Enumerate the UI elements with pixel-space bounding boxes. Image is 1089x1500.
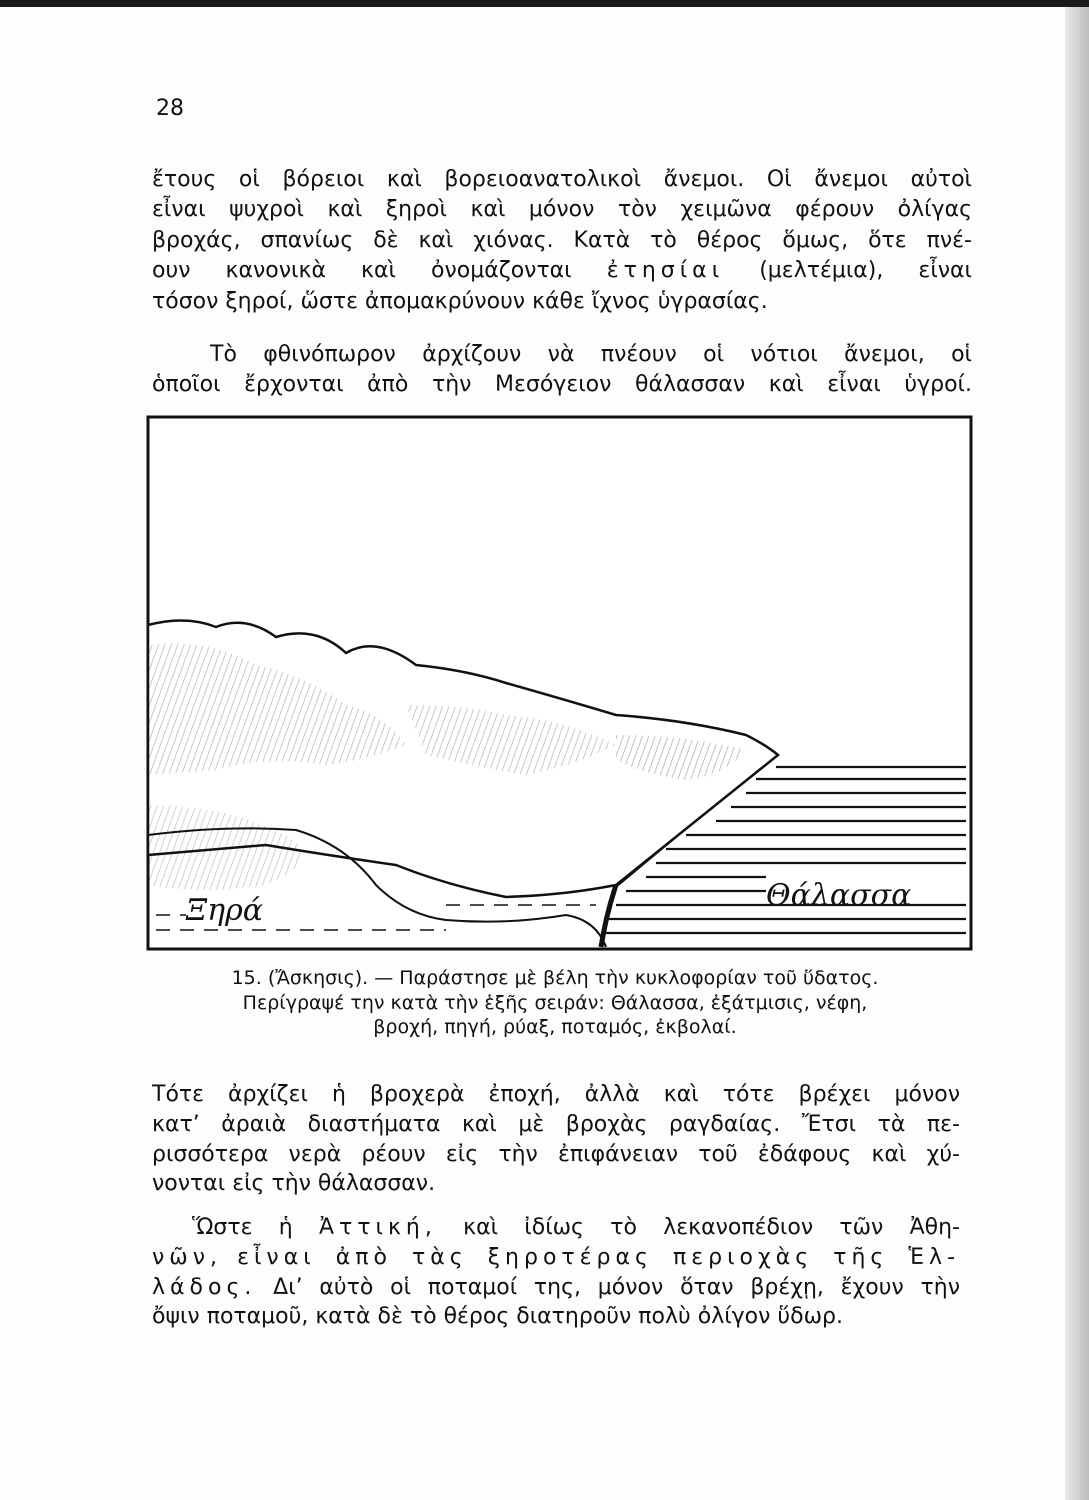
text-line: ρισσότερα νερὰ ρέουν εἰς τὴν ἐπιφάνειαν τοῦ ἐδάφους καὶ χύ- bbox=[152, 1141, 960, 1167]
label-land: Ξηρά bbox=[186, 893, 263, 928]
spaced-term: λάδος. bbox=[152, 1274, 257, 1300]
caption-line: 15. (Ἄσκησις). — Παράστησε μὲ βέλη τὴν κυκλοφορίαν τοῦ ὕδατος. bbox=[231, 967, 879, 989]
text-line: Τὸ φθινόπωρον ἀρχίζουν νὰ πνέουν οἱ νότιοι ἄνεμοι, οἱ bbox=[210, 342, 972, 367]
text-line: Τότε ἀρχίζει ἡ βροχερὰ ἐποχή, ἀλλὰ καὶ τότε βρέχει μόνον bbox=[152, 1082, 960, 1107]
label-sea: Θάλασσα bbox=[766, 878, 912, 913]
paragraph-winds-south bbox=[152, 340, 972, 401]
spaced-term: νῶν, bbox=[152, 1244, 222, 1270]
landscape-drawing bbox=[146, 415, 973, 951]
paragraph-attica bbox=[152, 1213, 960, 1332]
spaced-term-etesians: ἐτησίαι bbox=[606, 258, 725, 284]
paragraph-winds-north bbox=[152, 165, 972, 317]
text-fragment: ουν κανονικὰ καὶ ὀνομάζονται bbox=[152, 258, 572, 284]
text-line bbox=[152, 1213, 960, 1243]
text-fragment: Δι’ αὐτὸ οἱ ποταμοί της, μόνον ὅταν βρέχῃ, ἔχουν τὴν bbox=[273, 1274, 960, 1300]
text-line: εἶναι ψυχροὶ καὶ ξηροὶ καὶ μόνον τὸν χειμῶνα φέρουν ὀλίγας bbox=[152, 197, 972, 223]
scan-top-border bbox=[0, 0, 1089, 7]
text-line bbox=[152, 1273, 960, 1303]
text-fragment: Ὥστε ἡ bbox=[192, 1215, 293, 1240]
text-line: νονται εἰς τὴν θάλασσαν. bbox=[152, 1171, 436, 1197]
text-line bbox=[152, 256, 972, 286]
text-fragment: (μελτέμια), εἶναι bbox=[759, 258, 973, 284]
text-line: βροχάς, σπανίως δὲ καὶ χιόνας. Κατὰ τὸ θέρος ὅμως, ὅτε πνέ- bbox=[152, 227, 972, 253]
spaced-term-attica: Ἀττική, bbox=[318, 1215, 437, 1240]
text-fragment: καὶ ἰδίως τὸ λεκανοπέδιον τῶν Ἀθη- bbox=[463, 1215, 960, 1240]
figure-landscape-illustration bbox=[146, 415, 973, 951]
text-line bbox=[152, 1243, 960, 1273]
text-line: τόσον ξηροί, ὥστε ἀπομακρύνουν κάθε ἴχνος ὑγρασίας. bbox=[152, 288, 768, 314]
text-line: ὁποῖοι ἔρχονται ἀπὸ τὴν Μεσόγειον θάλασσαν καὶ εἶναι ὑγροί. bbox=[152, 372, 972, 398]
text-line: κατ’ ἀραιὰ διαστήματα καὶ μὲ βροχὰς ραγδαίας. Ἔτσι τὰ πε- bbox=[152, 1111, 960, 1137]
caption-line: Περίγραψέ την κατὰ τὴν ἑξῆς σειράν: Θάλασσα, ἐξάτμισις, νέφη, bbox=[242, 991, 868, 1014]
text-line: ὄψιν ποταμοῦ, κατὰ δὲ τὸ θέρος διατηροῦν πολὺ ὀλίγον ὕδωρ. bbox=[152, 1304, 843, 1330]
text-line: ἔτους οἱ βόρειοι καὶ βορειοανατολικοὶ ἄνεμοι. Οἱ ἄνεμοι αὐτοὶ bbox=[152, 167, 972, 192]
spaced-phrase: εἶναι ἀπὸ τὰς ξηροτέρας περιοχὰς τῆς Ἑλ- bbox=[237, 1244, 961, 1270]
page-number: 28 bbox=[156, 96, 184, 121]
caption-line: βροχή, πηγή, ρύαξ, ποταμός, ἐκβολαί. bbox=[373, 1016, 737, 1038]
paragraph-rainy-season bbox=[152, 1080, 960, 1199]
page-edge-shadow bbox=[1065, 7, 1089, 1500]
figure-caption bbox=[160, 966, 950, 1040]
